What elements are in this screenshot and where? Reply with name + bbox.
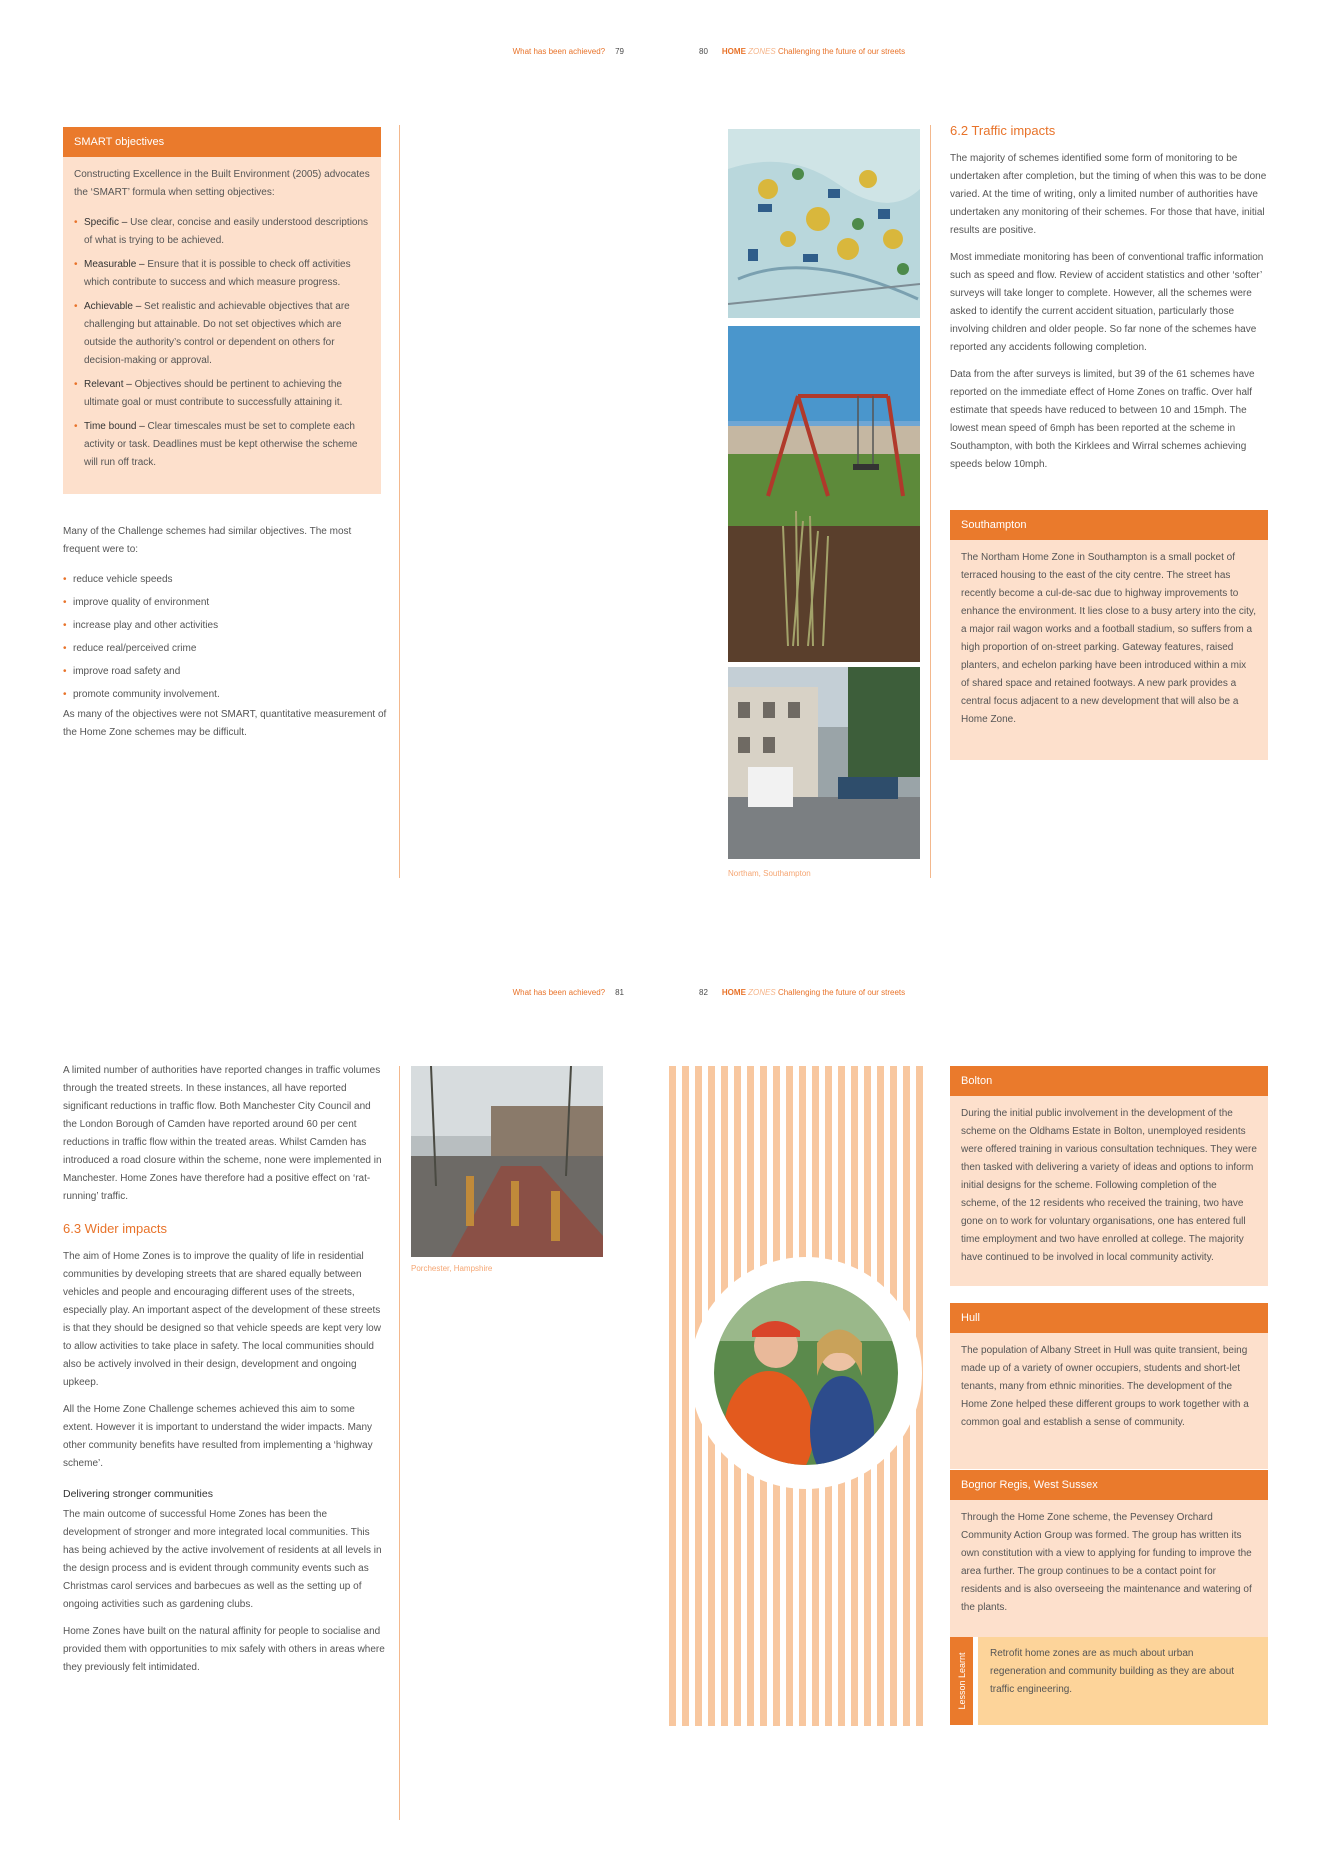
list-item: • promote community involvement. bbox=[63, 686, 388, 704]
box-intro: Constructing Excellence in the Built Environment (2005) advocates the ‘SMART’ formula when setting objectives: bbox=[74, 169, 370, 198]
running-header-right bbox=[699, 47, 905, 56]
southampton-case-box bbox=[950, 510, 1268, 760]
objectives-list bbox=[63, 571, 388, 704]
wider-impacts-column bbox=[63, 1062, 385, 1686]
body-paragraph: All the Home Zone Challenge schemes achieved this aim to some extent. However it is important to understand the wider impacts. Many other community benefits have resulted from implementing a ‘highway scheme’. bbox=[63, 1404, 373, 1469]
subheading: Delivering stronger communities bbox=[63, 1488, 213, 1500]
lesson-learnt-box bbox=[950, 1637, 1268, 1725]
photo-caption: Porchester, Hampshire bbox=[411, 1264, 493, 1273]
page-number: 82 bbox=[699, 988, 708, 997]
box-title: Bognor Regis, West Sussex bbox=[950, 1470, 1268, 1500]
box-body: The Northam Home Zone in Southampton is a small pocket of terraced housing to the east of the city centre. The street has recently become a cul-de-sac due to highway improvements to enhance the environment. It lies close to a busy artery into the city, a major rail wagon works and a football stadium, so suffers from a high proportion of on-street parking. Gateway features, raised planters, and echelon parking have been introduced within a mix of shared space and retained footways. A new park provides a central focus adjacent to a new development that will also be a Home Zone. bbox=[961, 552, 1256, 725]
street-photo bbox=[728, 667, 920, 859]
page-number: 81 bbox=[615, 988, 624, 997]
header-publication-title: Challenging the future of our streets bbox=[777, 47, 906, 56]
header-section-title: What has been achieved? bbox=[512, 988, 606, 997]
running-header-right bbox=[699, 988, 905, 997]
bolton-case-box bbox=[950, 1066, 1268, 1286]
body-paragraph: Many of the Challenge schemes had similar objectives. The most frequent were to: bbox=[63, 526, 352, 555]
bognor-case-box bbox=[950, 1470, 1268, 1637]
section-heading: 6.3 Wider impacts bbox=[63, 1221, 168, 1236]
column-divider bbox=[930, 125, 931, 878]
list-item: • Specific – Use clear, concise and easily understood descriptions of what is trying to be achieved. bbox=[74, 214, 370, 250]
hull-case-box bbox=[950, 1303, 1268, 1469]
header-home: HOME bbox=[721, 47, 746, 56]
running-header-left bbox=[0, 988, 624, 997]
park-swing-photo bbox=[728, 326, 920, 662]
list-item: • reduce real/perceived crime bbox=[63, 640, 388, 658]
header-zones: ZONES bbox=[748, 47, 776, 56]
list-item: • reduce vehicle speeds bbox=[63, 571, 388, 589]
porchester-photo bbox=[411, 1066, 603, 1257]
page-number: 79 bbox=[615, 47, 624, 56]
objectives-section bbox=[63, 523, 388, 751]
header-zones: ZONES bbox=[748, 988, 776, 997]
page-number: 80 bbox=[699, 47, 708, 56]
women-photo bbox=[714, 1281, 898, 1465]
lesson-text: Retrofit home zones are as much about urban regeneration and community building as they are about traffic engineering. bbox=[990, 1648, 1235, 1695]
body-paragraph: Most immediate monitoring has been of conventional traffic information such as speed and flow. Review of accident statistics and other ‘softer’ surveys will take longer to complete. However, all the schemes were asked to identify the current accident situation, particularly those involving children and older people. So far none of the schemes have reported any accidents following completion. bbox=[950, 252, 1264, 353]
box-body: During the initial public involvement in the development of the scheme on the Oldhams Estate in Bolton, unemployed residents were offered training in various consultation techniques. They were then tasked with delivering a variety of ideas and options to inform initial designs for the scheme. Following completion of the scheme, of the 12 residents who received the training, two have gone on to work for voluntary organisations, one has entered full time employment and two have enrolled at college. The majority have continued to be involved in local community activity. bbox=[961, 1108, 1257, 1263]
lesson-label: Lesson Learnt bbox=[956, 1652, 967, 1710]
box-title: Bolton bbox=[950, 1066, 1268, 1096]
box-body: Through the Home Zone scheme, the Pevensey Orchard Community Action Group was formed. The group has written its own constitution with a view to applying for funding to improve the area further. The group continues to be a contact point for residents and is also overseeing the maintenance and watering of the plants. bbox=[961, 1512, 1252, 1613]
column-divider bbox=[399, 1066, 400, 1820]
body-paragraph: The aim of Home Zones is to improve the quality of life in residential communities by developing streets that are shared equally between vehicles and people and encouraging different uses of the streets, especially play. An important aspect of the development of these streets is that they should be designed so that vehicle speeds are kept very low to allow activities to take place in safety. The local communities should also be actively involved in their design, development and ongoing upkeep. bbox=[63, 1251, 381, 1388]
list-item: • improve quality of environment bbox=[63, 594, 388, 612]
box-body: The population of Albany Street in Hull was quite transient, being made up of a variety of owner occupiers, students and short-let tenants, many from ethnic minorities. The development of the Home Zone helped these different groups to work together with a common goal and establish a sense of community. bbox=[961, 1345, 1249, 1428]
smart-list bbox=[74, 214, 370, 472]
list-item: • improve road safety and bbox=[63, 663, 388, 681]
header-home: HOME bbox=[721, 988, 746, 997]
box-title: SMART objectives bbox=[63, 127, 381, 157]
photo-caption: Northam, Southampton bbox=[728, 869, 811, 878]
section-heading: 6.2 Traffic impacts bbox=[950, 123, 1056, 138]
list-item: • Relevant – Objectives should be pertinent to achieving the ultimate goal or must contribute to successfully attaining it. bbox=[74, 376, 370, 412]
running-header-left bbox=[0, 47, 624, 56]
list-item: • increase play and other activities bbox=[63, 617, 388, 635]
lesson-label-tab bbox=[950, 1637, 973, 1725]
box-title: Hull bbox=[950, 1303, 1268, 1333]
body-paragraph: The main outcome of successful Home Zones has been the development of stronger and more integrated local communities. This has being achieved by the active involvement of residents at all levels in the design process and is evident through community events such as Christmas carol services and barbecues as well as the setting up of ongoing activities such as gardening clubs. bbox=[63, 1509, 382, 1610]
box-title: Southampton bbox=[950, 510, 1268, 540]
model-photo bbox=[728, 129, 920, 318]
body-paragraph: The majority of schemes identified some form of monitoring to be undertaken after completion, but the timing of when this was to be done varied. At the time of writing, only a limited number of authorities have undertaken any monitoring of their schemes. For those that have, initial results are positive. bbox=[950, 153, 1267, 236]
traffic-impacts-section bbox=[950, 122, 1270, 483]
list-item: • Achievable – Set realistic and achievable objectives that are challenging but attainable. Do not set objectives which are outside the authority’s control or dependent on others for decision-making or approval. bbox=[74, 298, 370, 370]
list-item: • Measurable – Ensure that it is possible to check off activities which contribute to success and which measure progress. bbox=[74, 256, 370, 292]
body-paragraph: Data from the after surveys is limited, but 39 of the 61 schemes have reported on the immediate effect of Home Zones on traffic. Over half estimate that speeds have reduced to between 10 and 15mph. The lowest mean speed of 6mph has been reported at the scheme in Southampton, with both the Kirklees and Wirral schemes achieving speeds below 10mph. bbox=[950, 369, 1255, 470]
body-paragraph: A limited number of authorities have reported changes in traffic volumes through the treated streets. In these instances, all have reported significant reductions in traffic flow. Both Manchester City Council and the London Borough of Camden have reported around 60 per cent reductions in traffic flow within the treated areas. Whilst Camden has introduced a road closure within the scheme, none were implemented in Manchester. Home Zones have therefore had a positive effect on ‘rat-running’ traffic. bbox=[63, 1065, 382, 1202]
body-paragraph: Home Zones have built on the natural affinity for people to socialise and provided them with opportunities to mix safely with others in areas where they previously felt intimidated. bbox=[63, 1626, 385, 1673]
lesson-divider bbox=[973, 1637, 978, 1725]
smart-objectives-box bbox=[63, 127, 381, 494]
header-publication-title: Challenging the future of our streets bbox=[777, 988, 906, 997]
column-divider bbox=[399, 125, 400, 878]
header-section-title: What has been achieved? bbox=[512, 47, 606, 56]
body-paragraph: As many of the objectives were not SMART, quantitative measurement of the Home Zone schemes may be difficult. bbox=[63, 709, 387, 738]
list-item: • Time bound – Clear timescales must be set to complete each activity or task. Deadlines must be kept otherwise the scheme will run off track. bbox=[74, 418, 370, 472]
